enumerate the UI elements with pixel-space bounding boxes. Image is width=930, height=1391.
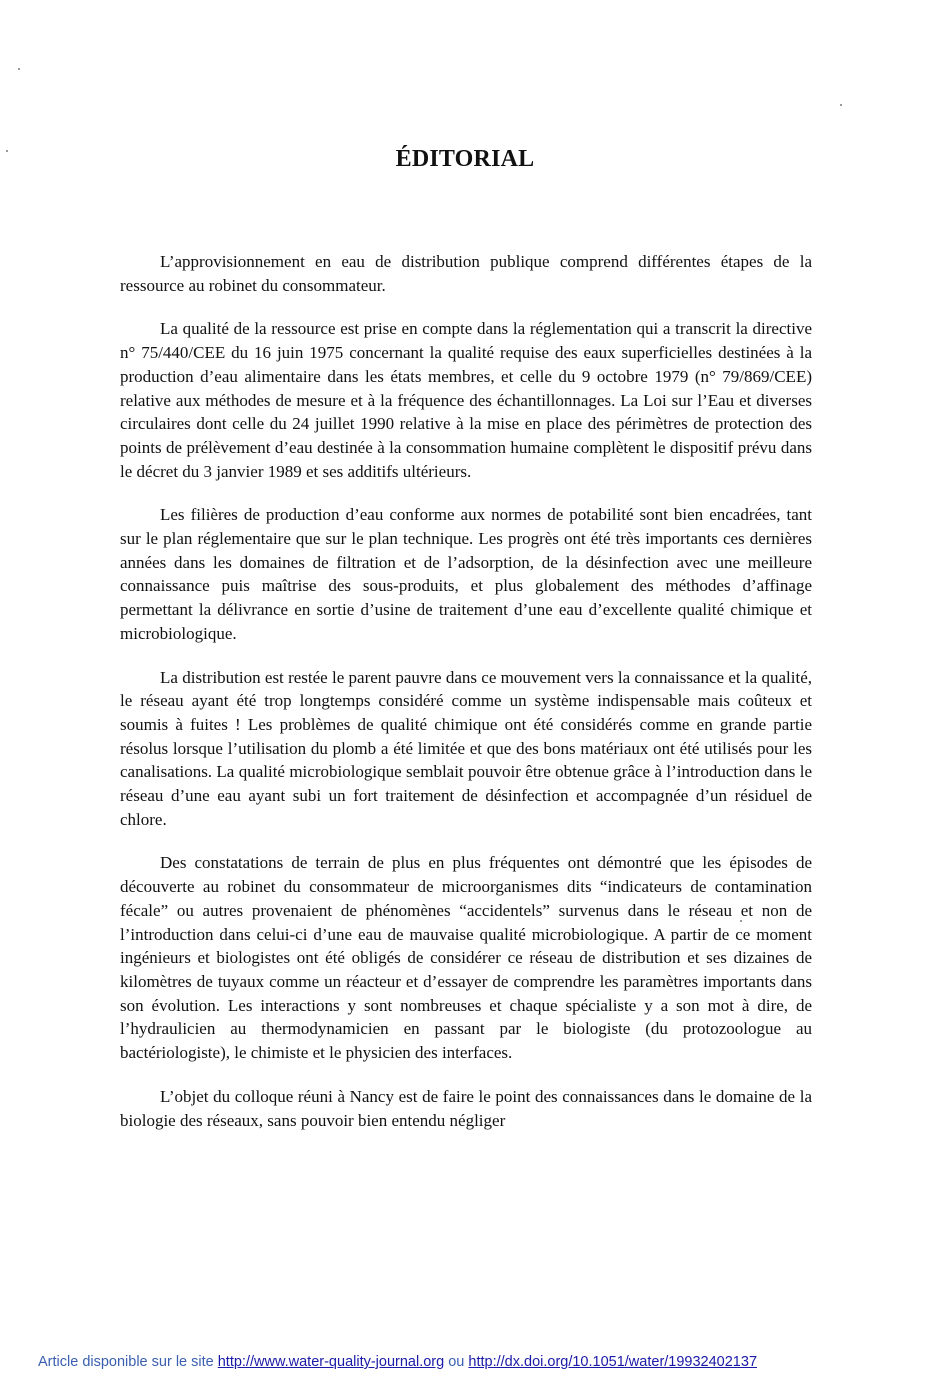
paragraph-5: Des constatations de terrain de plus en plus fréquentes ont démontré que les épisodes de découverte au robinet du consommateur de microorganismes dits “indicateurs de contamination fécale” ou autres provenaient de phénomènes “accidentels” survenus dans le réseau et non de l’introduction dans celui-ci d’une eau de mauvaise qualité microbiologique. A partir de ce moment ingénieurs et biologistes ont été obligés de considérer ce réseau de distribution et ses dizaines de kilomètres de tuyaux comme un réacteur et d’essayer de comprendre les paramètres importants dans son évolution. Les interactions y sont nombreuses et chaque spécialiste y a son mot à dire, de l’hydraulicien au thermodynamicien en passant par le biologiste (du protozoologue au bactériologiste), le chimiste et le physicien des interfaces.: [120, 853, 812, 1063]
document-title: ÉDITORIAL: [395, 146, 535, 172]
scan-speck: [18, 68, 20, 70]
paragraph-4: La distribution est restée le parent pauvre dans ce mouvement vers la connaissance et la qualité, le réseau ayant été trop longtemps considéré comme un système indispensable mais coûteux et soumis à fuites ! Les problèmes de qualité chimique ont été considérés comme en grande partie résolus lorsque l’utilisation du plomb a été limitée et que des bons matériaux ont été utilisés pour les canalisations. La qualité microbiologique semblait pouvoir être obtenue grâce à l’introduction dans le réseau d’une eau ayant subi un fort traitement de désinfection et accompagnée d’un résiduel de chlore.: [120, 667, 812, 829]
journal-site-link[interactable]: http://www.water-quality-journal.org: [217, 1354, 445, 1370]
scan-speck: [840, 104, 842, 106]
doi-link[interactable]: http://dx.doi.org/10.1051/water/19932402137: [468, 1354, 758, 1370]
document-body: [120, 250, 812, 1132]
article-footer: [38, 1354, 918, 1370]
footer-separator: ou: [444, 1354, 469, 1370]
paragraph-3: Les filières de production d’eau conforme aux normes de potabilité sont bien encadrées, tant sur le plan réglementaire que sur le plan technique. Les progrès ont été très importants ces dernières années dans les domaines de filtration et de l’adsorption, de la désinfection avec une meilleure connaissance puis maîtrise des sous-produits, et plus globalement des méthodes d’affinage permettant la délivrance en sortie d’usine de traitement d’une eau d’excellente qualité chimique et microbiologique.: [120, 505, 812, 643]
paragraph-2: La qualité de la ressource est prise en compte dans la réglementation qui a transcrit la directive n° 75/440/CEE du 16 juin 1975 concernant la qualité requise des eaux superficielles destinées à la production d’eau alimentaire dans les états membres, et celle du 9 octobre 1979 (n° 79/869/CEE) relative aux méthodes de mesure et à la fréquence des échantillonnages. La Loi sur l’Eau et diverses circulaires dont celle du 24 juillet 1990 relative à la mise en place des périmètres de protection des points de prélèvement d’eau destinée à la consommation humaine complètent le dispositif prévu dans le décret du 3 janvier 1989 et ses additifs ultérieurs.: [120, 319, 812, 481]
paragraph-6: L’objet du colloque réuni à Nancy est de faire le point des connaissances dans le domaine de la biologie des réseaux, sans pouvoir bien entendu négliger: [120, 1086, 812, 1130]
paragraph-1: L’approvisionnement en eau de distribution publique comprend différentes étapes de la ressource au robinet du consommateur.: [120, 252, 812, 295]
footer-prefix: Article disponible sur le site: [38, 1354, 218, 1370]
